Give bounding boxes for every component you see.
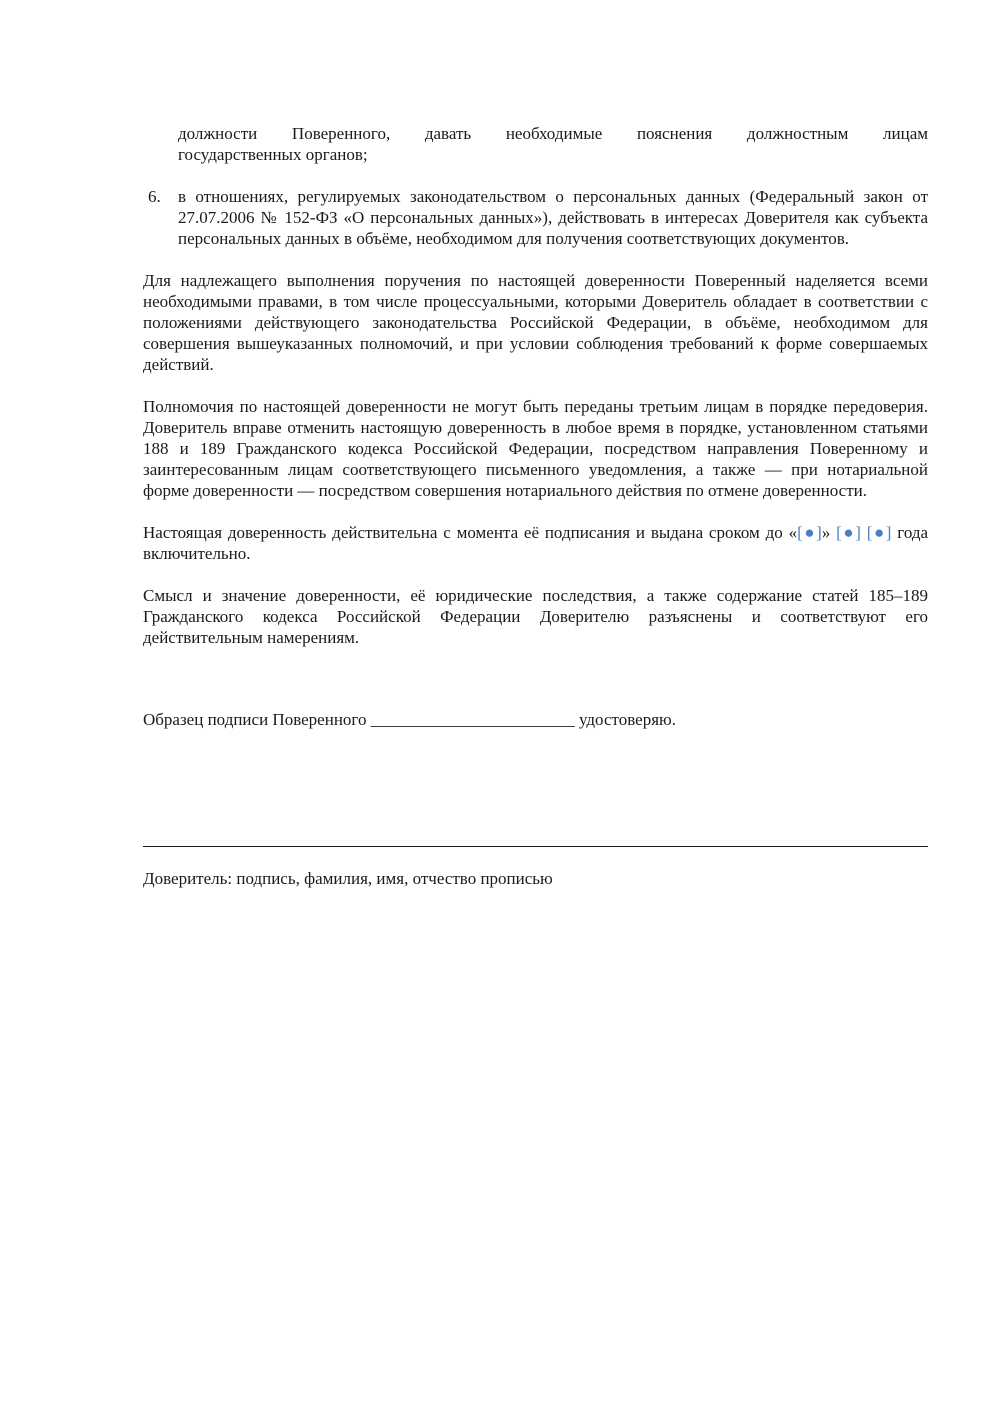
list-item-6 — [143, 186, 928, 249]
list-item-text: в отношениях, регулируемых законодательством о персональных данных (Федеральный закон от 27.07.2006 № 152-ФЗ «О персональных данных»), действовать в интересах Доверителя как субъекта персональных данных в объёме, необходимом для получения соответствующих документов. — [178, 187, 928, 248]
validity-text-after: года включительно. — [143, 523, 929, 563]
document-page — [143, 123, 928, 889]
signature-line[interactable] — [143, 846, 928, 847]
signature-caption: Доверитель: подпись, фамилия, имя, отчество прописью — [143, 869, 553, 888]
signature-sample-suffix: удостоверяю. — [578, 710, 676, 729]
paragraph-revocation: Полномочия по настоящей доверенности не могут быть переданы третьим лицам в порядке передоверия. Доверитель вправе отменить настоящую доверенность в любое время в порядке, установленном статьями 188 и 189 Гражданского кодекса Российской Федерации, посредством направления Поверенному и заинтересованным лицам соответствующего письменного уведомления, а также — при нотариальной форме доверенности — посредством совершения нотариального действия по отмене доверенности. — [143, 397, 928, 500]
list-item-number: 6. — [148, 187, 161, 206]
validity-quote-close: » — [821, 523, 837, 542]
continuation-paragraph — [178, 123, 928, 165]
placeholder-year[interactable]: [●] — [866, 523, 892, 542]
continuation-line-2: государственных органов; — [178, 145, 368, 164]
paragraph-meaning: Смысл и значение доверенности, её юридические последствия, а также содержание статей 185–189 Гражданского кодекса Российской Федерации Доверителю разъяснены и соответствуют его действительным намерениям. — [143, 586, 928, 647]
placeholder-month[interactable]: [●] — [836, 523, 861, 542]
paragraph-rights: Для надлежащего выполнения поручения по настоящей доверенности Поверенный наделяется всеми необходимыми правами, в том числе процессуальными, которыми Доверитель обладает в соответствии с положениями действующего законодательства Российской Федерации, в объёме, необходимом для совершения вышеуказанных полномочий, и при условии соблюдения требований к форме совершаемых действий. — [143, 271, 928, 374]
validity-text-before: Настоящая доверенность действительна с момента её подписания и выдана сроком до « — [143, 523, 798, 542]
signature-sample-blank[interactable]: ________________________ — [370, 710, 575, 729]
signature-sample-label: Образец подписи Поверенного — [143, 710, 367, 729]
continuation-line-1: должности Поверенного, давать необходимые пояснения должностным лицам — [178, 124, 928, 143]
placeholder-day[interactable]: [●] — [797, 523, 822, 542]
signature-sample-line — [143, 709, 928, 730]
paragraph-validity — [143, 522, 928, 564]
